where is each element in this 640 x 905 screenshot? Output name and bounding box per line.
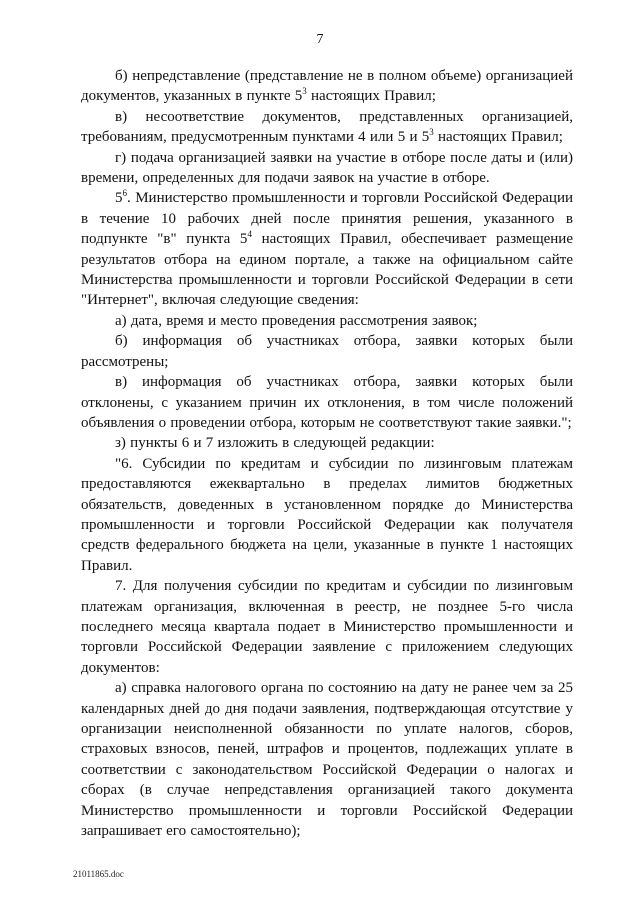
paragraph-text: настоящих Правил; <box>433 129 563 146</box>
paragraph-text: з) пункты 6 и 7 изложить в следующей редакции: <box>115 435 435 452</box>
paragraph-text: а) дата, время и место проведения рассмотрения заявок; <box>115 312 478 329</box>
paragraph-text: 5 <box>115 190 123 207</box>
body-paragraph <box>81 372 573 433</box>
superscript: 4 <box>247 229 252 240</box>
paragraph-text: б) информация об участниках отбора, заявки которых были рассмотрены; <box>81 333 573 370</box>
paragraph-text: а) справка налогового органа по состоянию на дату не ранее чем за 25 календарных дней до дня подачи заявления, подтверждающая отсутствие у организации неисполненной обязанности по уплате налогов, сборов, страховых взносов, пеней, штрафов и процентов, подлежащих уплате в соответствии с законодательством Российской Федерации о налогах и сборах (в случае непредставления организацией такого документа Министерство промышленности и торговли Российской Федерации запрашивает его самостоятельно); <box>81 680 573 840</box>
paragraph-text: . Министерство промышленности и торговли Российской Федерации в течение 10 рабочих дней после принятия решения, указанного в подпункте "в" пункта 5 <box>81 190 573 248</box>
page-number: 7 <box>316 32 324 47</box>
body-paragraph <box>81 678 573 841</box>
body-paragraph <box>81 188 573 310</box>
superscript: 6 <box>122 188 127 199</box>
body-paragraph <box>81 576 573 678</box>
superscript: 3 <box>302 86 307 97</box>
body-paragraph <box>81 311 573 331</box>
body-paragraph <box>81 454 573 576</box>
paragraph-text: "6. Субсидии по кредитам и субсидии по лизинговым платежам предоставляются ежеквартально в пределах лимитов бюджетных обязательств, доведенных в установленном порядке до Министерства промышленности и торговли Российской Федерации как получателя средств федерального бюджета на цели, указанные в пункте 1 настоящих Правил. <box>81 455 573 574</box>
body-paragraph <box>81 148 573 189</box>
document-file-code: 21011865.doc <box>73 869 124 879</box>
body-paragraph <box>81 433 573 453</box>
superscript: 3 <box>429 127 434 138</box>
body-paragraph <box>81 331 573 372</box>
paragraph-text: б) непредставление (представление не в полном объеме) организацией документов, указанных в пункте 5 <box>81 68 573 105</box>
paragraph-text: настоящих Правил, обеспечивает размещение результатов отбора на едином портале, а также на официальном сайте Министерства промышленности и торговли Российской Федерации в сети "Интернет", включая следующие сведения: <box>81 231 573 309</box>
paragraph-text: в) информация об участниках отбора, заявки которых были отклонены, с указанием причин их отклонения, в том числе положений объявления о проведении отбора, которым не соответствуют такие заявки."; <box>81 374 573 431</box>
paragraph-text: в) несоответствие документов, представленных организацией, требованиям, предусмотренным пунктами 4 или 5 и 5 <box>81 108 573 146</box>
body-paragraph <box>81 66 573 107</box>
body-paragraph <box>81 107 573 148</box>
paragraph-text: 7. Для получения субсидии по кредитам и субсидии по лизинговым платежам организация, включенная в реестр, не позднее 5-го числа последнего месяца квартала подает в Министерство промышленности и торговли Российской Федерации заявление с приложением следующих документов: <box>81 578 573 676</box>
paragraph-text: настоящих Правил; <box>306 88 436 105</box>
paragraph-text: г) подача организацией заявки на участие в отборе после даты и (или) времени, определенных для подачи заявок на участие в отборе. <box>81 149 573 187</box>
document-body <box>81 66 573 841</box>
